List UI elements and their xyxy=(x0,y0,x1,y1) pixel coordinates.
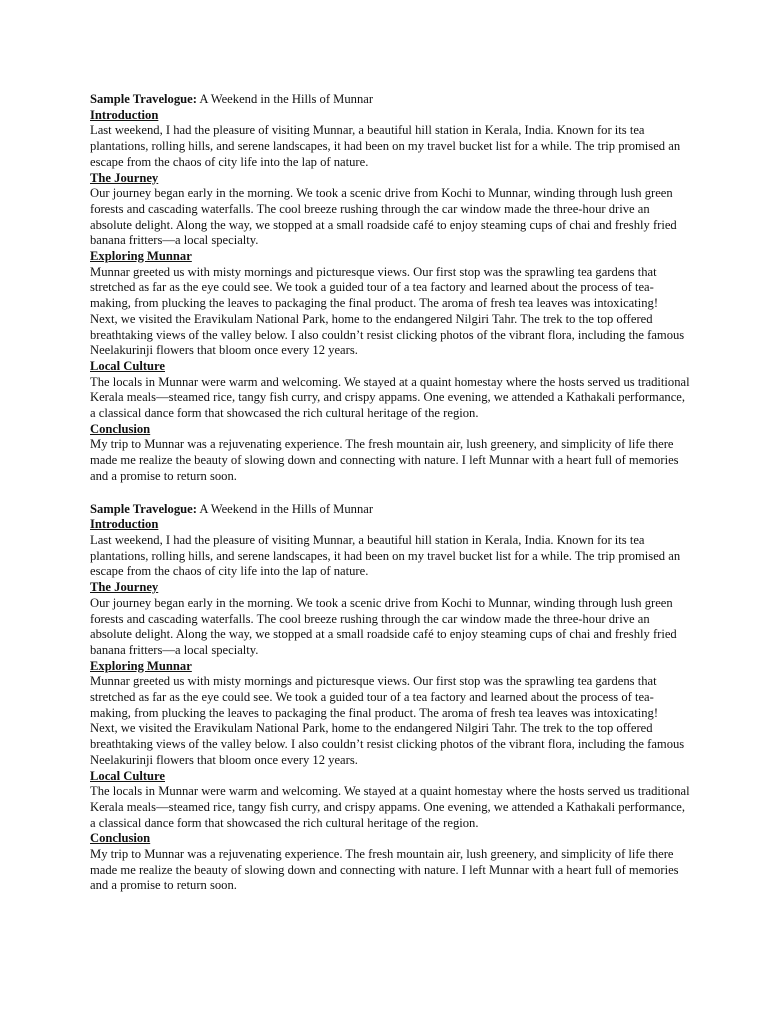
journey-paragraph: Our journey began early in the morning. We took a scenic drive from Kochi to Munnar, winding through lush green forests and cascading waterfalls. The cool breeze rushing through the car window made the three-hour drive an absolute delight. Along the way, we stopped at a small roadside café to enjoy steaming cups of chai and freshly fried banana fritters—a local specialty. xyxy=(90,186,677,248)
culture-heading: Local Culture xyxy=(90,358,165,373)
conclusion-paragraph: My trip to Munnar was a rejuvenating experience. The fresh mountain air, lush greenery, and simplicity of life there made me realize the beauty of slowing down and connecting with nature. I left Munnar with a heart full of memories and a promise to return soon. xyxy=(90,847,679,893)
exploring-paragraph: Munnar greeted us with misty mornings and picturesque views. Our first stop was the sprawling tea gardens that stretched as far as the eye could see. We took a guided tour of a tea factory and learned about the process of tea-making, from plucking the leaves to packaging the final product. The aroma of fresh tea leaves was intoxicating! xyxy=(90,264,659,311)
culture-heading: Local Culture xyxy=(90,768,165,783)
conclusion-paragraph: My trip to Munnar was a rejuvenating experience. The fresh mountain air, lush greenery, and simplicity of life there made me realize the beauty of slowing down and connecting with nature. I left Munnar with a heart full of memories and a promise to return soon. xyxy=(90,437,679,483)
introduction-paragraph: Last weekend, I had the pleasure of visiting Munnar, a beautiful hill station in Kerala, India. Known for its tea plantations, rolling hills, and serene landscapes, it had been on my travel bucket list for a while. The trip promised an escape from the chaos of city life into the lap of nature. xyxy=(90,123,681,169)
culture-paragraph: The locals in Munnar were warm and welcoming. We stayed at a quaint homestay where the hosts served us traditional Kerala meals—steamed rice, tangy fish curry, and crispy appams. One evening, we attended a Kathakali performance, a classical dance form that showcased the rich cultural heritage of the region. xyxy=(90,784,690,830)
culture-paragraph: The locals in Munnar were warm and welcoming. We stayed at a quaint homestay where the hosts served us traditional Kerala meals—steamed rice, tangy fish curry, and crispy appams. One evening, we attended a Kathakali performance, a classical dance form that showcased the rich cultural heritage of the region. xyxy=(90,374,690,421)
introduction-heading: Introduction xyxy=(90,517,159,532)
title-text: A Weekend in the Hills of Munnar xyxy=(196,501,374,516)
exploring-heading: Exploring Munnar xyxy=(90,658,192,673)
exploring-heading: Exploring Munnar xyxy=(90,249,192,264)
introduction-heading: Introduction xyxy=(90,107,159,122)
journey-heading: The Journey xyxy=(90,580,159,595)
title-text: A Weekend in the Hills of Munnar xyxy=(196,92,374,106)
exploring-paragraph: Next, we visited the Eravikulam National Park, home to the endangered Nilgiri Tahr. The trek to the top offered breathtaking views of the valley below. I also couldn’t resist clicking photos of the vibrant flora, including the famous Neelakurinji flowers that bloom once every 12 years. xyxy=(90,721,685,767)
conclusion-heading: Conclusion xyxy=(90,831,151,846)
introduction-paragraph: Last weekend, I had the pleasure of visiting Munnar, a beautiful hill station in Kerala, India. Known for its tea plantations, rolling hills, and serene landscapes, it had been on my travel bucket list for a while. The trip promised an escape from the chaos of city life into the lap of nature. xyxy=(90,532,681,579)
conclusion-heading: Conclusion xyxy=(90,421,151,436)
travelogue-section xyxy=(90,502,690,895)
document-page xyxy=(90,92,690,911)
title-label: Sample Travelogue: xyxy=(90,92,197,106)
travelogue-section xyxy=(90,92,690,485)
exploring-paragraph: Next, we visited the Eravikulam National Park, home to the endangered Nilgiri Tahr. The trek to the top offered breathtaking views of the valley below. I also couldn’t resist clicking photos of the vibrant flora, including the famous Neelakurinji flowers that bloom once every 12 years. xyxy=(90,311,685,358)
exploring-paragraph: Munnar greeted us with misty mornings and picturesque views. Our first stop was the sprawling tea gardens that stretched as far as the eye could see. We took a guided tour of a tea factory and learned about the process of tea-making, from plucking the leaves to packaging the final product. The aroma of fresh tea leaves was intoxicating! xyxy=(90,674,659,720)
journey-heading: The Journey xyxy=(90,170,159,185)
document-title xyxy=(90,92,690,108)
title-label: Sample Travelogue: xyxy=(90,501,197,516)
journey-paragraph: Our journey began early in the morning. We took a scenic drive from Kochi to Munnar, winding through lush green forests and cascading waterfalls. The cool breeze rushing through the car window made the three-hour drive an absolute delight. Along the way, we stopped at a small roadside café to enjoy steaming cups of chai and freshly fried banana fritters—a local specialty. xyxy=(90,595,677,657)
document-title xyxy=(90,502,690,518)
